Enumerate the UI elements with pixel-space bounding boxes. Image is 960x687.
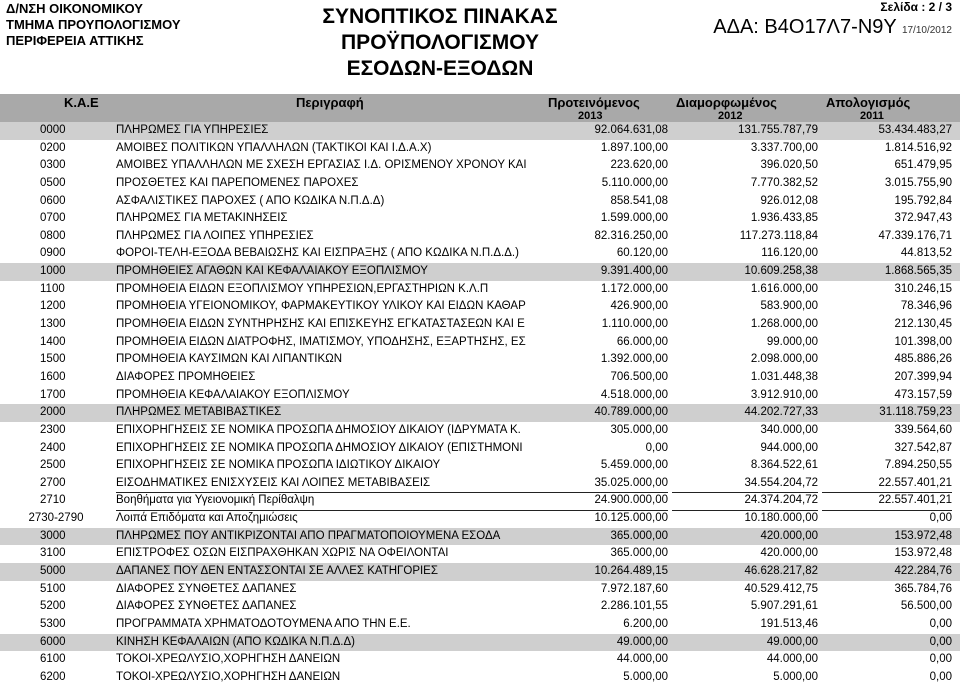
row-formed-2012: 5.907.291,61 <box>750 600 818 613</box>
row-code: 2300 <box>40 423 66 436</box>
table-row <box>0 210 960 228</box>
table-row <box>0 510 960 528</box>
table-row <box>0 193 960 211</box>
row-description: ΕΠΙΣΤΡΟΦΕΣ ΟΣΩΝ ΕΙΣΠΡΑΧΘΗΚΑΝ ΧΩΡΙΣ ΝΑ ΟΦΕΙΛΟΝΤΑΙ <box>116 547 449 560</box>
row-description: ΤΟΚΟΙ-ΧΡΕΩΛΥΣΙΟ,ΧΟΡΗΓΗΣΗ ΔΑΝΕΙΩΝ <box>116 653 341 666</box>
row-description: ΠΡΟΜΗΘΕΙΑ ΕΙΔΩΝ ΣΥΝΤΗΡΗΣΗΣ ΚΑΙ ΕΠΙΣΚΕΥΗΣ ΕΓΚΑΤΑΣΤΑΣΕΩΝ ΚΑΙ Ε <box>116 318 525 331</box>
row-description: ΠΛΗΡΩΜΕΣ ΜΕΤΑΒΙΒΑΣΤΙΚΕΣ <box>116 406 282 419</box>
row-code: 2730-2790 <box>28 512 84 525</box>
row-code: 1200 <box>40 300 66 313</box>
row-description: ΠΡΟΣΘΕΤΕΣ ΚΑΙ ΠΑΡΕΠΟΜΕΝΕΣ ΠΑΡΟΧΕΣ <box>116 176 359 189</box>
table-row <box>0 369 960 387</box>
row-formed-2012: 99.000,00 <box>766 335 818 348</box>
organization-header <box>6 1 181 49</box>
row-code: 5100 <box>40 582 66 595</box>
row-actual-2011: 7.894.250,55 <box>884 459 952 472</box>
row-formed-2012: 420.000,00 <box>760 547 818 560</box>
row-description: ΕΠΙΧΟΡΗΓΗΣΕΙΣ ΣΕ ΝΟΜΙΚΑ ΠΡΟΣΩΠΑ ΙΔΙΩΤΙΚΟΥ ΔΙΚΑΙΟΥ <box>116 459 441 472</box>
row-proposed-2013: 223.620,00 <box>610 159 668 172</box>
row-proposed-2013: 10.125.000,00 <box>520 510 668 529</box>
row-formed-2012: 10.180.000,00 <box>672 510 818 529</box>
row-code: 3100 <box>40 547 66 560</box>
table-row <box>0 651 960 669</box>
row-proposed-2013: 82.316.250,00 <box>594 229 668 242</box>
row-description: ΦΟΡΟΙ-ΤΕΛΗ-ΕΞΟΔΑ ΒΕΒΑΙΩΣΗΣ ΚΑΙ ΕΙΣΠΡΑΞΗΣ ( ΑΠΟ ΚΩΔΙΚΑ Ν.Π.Δ.Δ.) <box>116 247 519 260</box>
row-description: ΚΙΝΗΣΗ ΚΕΦΑΛΑΙΩΝ (ΑΠΟ ΚΩΔΙΚΑ Ν.Π.Δ.Δ) <box>116 635 355 648</box>
col-actual-header: Απολογισμός <box>826 95 911 110</box>
table-row <box>0 351 960 369</box>
row-actual-2011: 207.399,94 <box>894 370 952 383</box>
row-code: 0200 <box>40 141 66 154</box>
row-description: ΕΙΣΟΔΗΜΑΤΙΚΕΣ ΕΝΙΣΧΥΣΕΙΣ ΚΑΙ ΛΟΙΠΕΣ ΜΕΤΑΒΙΒΑΣΕΙΣ <box>116 475 530 494</box>
row-actual-2011: 651.479,95 <box>894 159 952 172</box>
row-description: ΠΡΟΜΗΘΕΙΑ ΚΑΥΣΙΜΩΝ ΚΑΙ ΛΙΠΑΝΤΙΚΩΝ <box>116 353 343 366</box>
row-actual-2011: 3.015.755,90 <box>884 176 952 189</box>
row-actual-2011: 1.814.516,92 <box>884 141 952 154</box>
table-row <box>0 545 960 563</box>
table-row <box>0 298 960 316</box>
row-actual-2011: 1.868.565,35 <box>884 265 952 278</box>
row-proposed-2013: 7.972.187,60 <box>600 582 668 595</box>
table-row <box>0 669 960 687</box>
row-description: ΔΑΠΑΝΕΣ ΠΟΥ ΔΕΝ ΕΝΤΑΣΣΟΝΤΑΙ ΣΕ ΑΛΛΕΣ ΚΑΤΗΓΟΡΙΕΣ <box>116 565 438 578</box>
row-actual-2011: 101.398,00 <box>894 335 952 348</box>
row-formed-2012: 7.770.382,52 <box>750 176 818 189</box>
table-row <box>0 281 960 299</box>
budget-table-body <box>0 122 960 687</box>
row-proposed-2013: 305.000,00 <box>610 423 668 436</box>
row-formed-2012: 1.616.000,00 <box>750 282 818 295</box>
table-row <box>0 334 960 352</box>
row-description: ΠΛΗΡΩΜΕΣ ΓΙΑ ΥΠΗΡΕΣΙΕΣ <box>116 124 269 136</box>
row-actual-2011: 22.557.401,21 <box>822 475 952 494</box>
table-row <box>0 528 960 546</box>
row-code: 0600 <box>40 194 66 207</box>
title-line-1: ΣΥΝΟΠΤΙΚΟΣ ΠΙΝΑΚΑΣ ΠΡΟΫΠΟΛΟΓΙΣΜΟΥ <box>322 5 558 54</box>
row-proposed-2013: 44.000,00 <box>616 653 668 666</box>
table-row <box>0 634 960 652</box>
row-proposed-2013: 40.789.000,00 <box>594 406 668 419</box>
row-formed-2012: 583.900,00 <box>760 300 818 313</box>
row-code: 5000 <box>40 565 66 578</box>
row-code: 1600 <box>40 370 66 383</box>
row-code: 3000 <box>40 529 66 542</box>
row-proposed-2013: 0,00 <box>645 441 668 454</box>
row-proposed-2013: 5.459.000,00 <box>600 459 668 472</box>
row-actual-2011: 31.118.759,23 <box>879 406 952 419</box>
row-proposed-2013: 1.897.100,00 <box>600 141 668 154</box>
row-proposed-2013: 66.000,00 <box>616 335 668 348</box>
table-row <box>0 175 960 193</box>
row-description: ΠΛΗΡΩΜΕΣ ΠΟΥ ΑΝΤΙΚΡΙΖΟΝΤΑΙ ΑΠΟ ΠΡΑΓΜΑΤΟΠΟΙΟΥΜΕΝΑ ΕΣΟΔΑ <box>116 529 501 542</box>
table-row <box>0 581 960 599</box>
org-line-1: Δ/ΝΣΗ ΟΙΚΟΝΟΜΙΚΟΥ <box>6 1 143 16</box>
row-proposed-2013: 6.200,00 <box>623 617 668 630</box>
row-formed-2012: 396.020,50 <box>760 159 818 172</box>
row-description: ΔΙΑΦΟΡΕΣ ΣΥΝΘΕΤΕΣ ΔΑΠΑΝΕΣ <box>116 582 297 595</box>
row-description: ΠΛΗΡΩΜΕΣ ΓΙΑ ΛΟΙΠΕΣ ΥΠΗΡΕΣΙΕΣ <box>116 229 314 242</box>
row-proposed-2013: 426.900,00 <box>610 300 668 313</box>
row-code: 1700 <box>40 388 66 401</box>
row-actual-2011: 0,00 <box>929 670 952 683</box>
row-description: ΠΡΟΜΗΘΕΙΑ ΚΕΦΑΛΑΙΑΚΟΥ ΕΞΟΠΛΙΣΜΟΥ <box>116 388 350 401</box>
row-actual-2011: 327.542,87 <box>894 441 952 454</box>
row-code: 2500 <box>40 459 66 472</box>
row-description: ΑΜΟΙΒΕΣ ΠΟΛΙΤΙΚΩΝ ΥΠΑΛΛΗΛΩΝ (ΤΑΚΤΙΚΟΙ ΚΑΙ Ι.Δ.Α.Χ) <box>116 141 432 154</box>
row-actual-2011: 47.339.176,71 <box>878 229 952 242</box>
row-code: 2400 <box>40 441 66 454</box>
row-proposed-2013: 1.110.000,00 <box>601 318 668 331</box>
row-proposed-2013: 1.392.000,00 <box>600 353 668 366</box>
col-code-header: Κ.Α.Ε <box>64 95 99 110</box>
row-formed-2012: 8.364.522,61 <box>750 459 818 472</box>
table-row <box>0 316 960 334</box>
row-proposed-2013: 5.000,00 <box>623 670 668 683</box>
table-row <box>0 140 960 158</box>
row-actual-2011: 53.434.483,27 <box>878 124 952 136</box>
col-desc-header: Περιγραφή <box>296 95 364 110</box>
row-formed-2012: 1.268.000,00 <box>750 318 818 331</box>
row-proposed-2013: 92.064.631,08 <box>594 124 668 136</box>
table-row <box>0 245 960 263</box>
row-code: 0300 <box>40 159 66 172</box>
row-actual-2011: 365.784,76 <box>894 582 952 595</box>
org-line-2: ΤΜΗΜΑ ΠΡΟΥΠΟΛΟΓΙΣΜΟΥ <box>6 17 181 32</box>
table-row <box>0 598 960 616</box>
table-row <box>0 440 960 458</box>
row-actual-2011: 0,00 <box>822 510 952 529</box>
row-description: ΠΡΟΓΡΑΜΜΑΤΑ ΧΡΗΜΑΤΟΔΟΤΟΥΜΕΝΑ ΑΠΟ ΤΗΝ Ε.Ε. <box>116 617 411 630</box>
row-formed-2012: 44.000,00 <box>766 653 818 666</box>
row-actual-2011: 0,00 <box>929 617 952 630</box>
col-proposed-header: Προτεινόμενος <box>548 95 640 110</box>
row-actual-2011: 0,00 <box>929 635 952 648</box>
row-description: ΠΡΟΜΗΘΕΙΕΣ ΑΓΑΘΩΝ ΚΑΙ ΚΕΦΑΛΑΙΑΚΟΥ ΕΞΟΠΛΙΣΜΟΥ <box>116 265 428 278</box>
column-header <box>0 94 960 122</box>
row-actual-2011: 422.284,76 <box>894 565 952 578</box>
row-code: 1000 <box>40 265 66 278</box>
row-proposed-2013: 706.500,00 <box>610 370 668 383</box>
row-proposed-2013: 35.025.000,00 <box>520 475 668 494</box>
row-code: 0900 <box>40 247 66 260</box>
row-proposed-2013: 9.391.400,00 <box>600 265 668 278</box>
table-row <box>0 404 960 422</box>
row-code: 5200 <box>40 600 66 613</box>
row-code: 0800 <box>40 229 66 242</box>
page-info <box>713 0 952 44</box>
row-code: 6000 <box>40 635 66 648</box>
row-actual-2011: 212.130,45 <box>894 318 952 331</box>
row-actual-2011: 56.500,00 <box>900 600 952 613</box>
row-actual-2011: 195.792,84 <box>894 194 952 207</box>
row-proposed-2013: 49.000,00 <box>616 635 668 648</box>
table-row <box>0 492 960 510</box>
row-actual-2011: 473.157,59 <box>894 388 952 401</box>
row-proposed-2013: 858.541,08 <box>610 194 668 207</box>
row-formed-2012: 10.609.258,38 <box>744 265 818 278</box>
row-formed-2012: 117.273.118,84 <box>739 229 818 242</box>
table-row <box>0 563 960 581</box>
row-code: 5300 <box>40 617 66 630</box>
row-proposed-2013: 60.120,00 <box>616 247 668 260</box>
row-description: ΤΟΚΟΙ-ΧΡΕΩΛΥΣΙΟ,ΧΟΡΗΓΗΣΗ ΔΑΝΕΙΩΝ <box>116 670 341 683</box>
row-formed-2012: 340.000,00 <box>760 423 818 436</box>
table-row <box>0 387 960 405</box>
row-actual-2011: 153.972,48 <box>894 529 952 542</box>
row-actual-2011: 372.947,43 <box>894 212 952 225</box>
row-proposed-2013: 2.286.101,55 <box>600 600 668 613</box>
row-code: 0500 <box>40 176 66 189</box>
row-formed-2012: 420.000,00 <box>760 529 818 542</box>
row-formed-2012: 926.012,08 <box>760 194 818 207</box>
row-code: 1500 <box>40 353 66 366</box>
row-formed-2012: 131.755.787,79 <box>738 124 818 136</box>
row-proposed-2013: 10.264.489,15 <box>594 565 668 578</box>
row-formed-2012: 5.000,00 <box>773 670 818 683</box>
row-description: ΕΠΙΧΟΡΗΓΗΣΕΙΣ ΣΕ ΝΟΜΙΚΑ ΠΡΟΣΩΠΑ ΔΗΜΟΣΙΟΥ ΔΙΚΑΙΟΥ (ΙΔΡΥΜΑΤΑ Κ. <box>116 423 521 436</box>
table-row <box>0 422 960 440</box>
row-formed-2012: 944.000,00 <box>760 441 818 454</box>
row-proposed-2013: 365.000,00 <box>610 529 668 542</box>
row-description: ΔΙΑΦΟΡΕΣ ΣΥΝΘΕΤΕΣ ΔΑΠΑΝΕΣ <box>116 600 297 613</box>
row-formed-2012: 34.554.204,72 <box>672 475 818 494</box>
row-code: 0700 <box>40 212 66 225</box>
row-description: ΑΣΦΑΛΙΣΤΙΚΕΣ ΠΑΡΟΧΕΣ ( ΑΠΟ ΚΩΔΙΚΑ Ν.Π.Δ.Δ) <box>116 194 385 207</box>
row-code: 1400 <box>40 335 66 348</box>
row-description: ΑΜΟΙΒΕΣ ΥΠΑΛΛΗΛΩΝ ΜΕ ΣΧΕΣΗ ΕΡΓΑΣΙΑΣ Ι.Δ. ΟΡΙΣΜΕΝΟΥ ΧΡΟΝΟΥ ΚΑΙ <box>116 159 527 172</box>
row-description: ΠΛΗΡΩΜΕΣ ΓΙΑ ΜΕΤΑΚΙΝΗΣΕΙΣ <box>116 212 288 225</box>
org-line-3: ΠΕΡΙΦΕΡΕΙΑ ΑΤΤΙΚΗΣ <box>6 33 144 48</box>
row-formed-2012: 1.936.433,85 <box>750 212 818 225</box>
document-title <box>240 4 640 82</box>
row-description: ΔΙΑΦΟΡΕΣ ΠΡΟΜΗΘΕΙΕΣ <box>116 370 256 383</box>
col-formed-header: Διαμορφωμένος <box>676 95 777 110</box>
table-row <box>0 228 960 246</box>
row-actual-2011: 22.557.401,21 <box>822 492 952 511</box>
row-proposed-2013: 4.518.000,00 <box>600 388 668 401</box>
row-formed-2012: 40.529.412,75 <box>744 582 818 595</box>
ada-stamp: 17/10/2012 <box>901 25 952 36</box>
row-description: Βοηθήματα για Υγειονομική Περίθαλψη <box>116 492 530 511</box>
title-line-2: ΕΣΟΔΩΝ-ΕΞΟΔΩΝ <box>346 57 534 80</box>
row-code: 2000 <box>40 406 66 419</box>
row-proposed-2013: 24.900.000,00 <box>520 492 668 511</box>
row-formed-2012: 3.337.700,00 <box>750 141 818 154</box>
table-row <box>0 157 960 175</box>
row-code: 2700 <box>40 476 66 489</box>
page-number: Σελίδα : 2 / 3 <box>880 0 952 14</box>
row-proposed-2013: 5.110.000,00 <box>601 176 668 189</box>
row-proposed-2013: 365.000,00 <box>610 547 668 560</box>
row-actual-2011: 485.886,26 <box>894 353 952 366</box>
row-formed-2012: 46.628.217,82 <box>744 565 818 578</box>
row-code: 1100 <box>40 282 65 295</box>
row-formed-2012: 3.912.910,00 <box>750 388 818 401</box>
row-proposed-2013: 1.599.000,00 <box>600 212 668 225</box>
row-description: ΠΡΟΜΗΘΕΙΑ ΕΙΔΩΝ ΕΞΟΠΛΙΣΜΟΥ ΥΠΗΡΕΣΙΩΝ,ΕΡΓΑΣΤΗΡΙΩΝ Κ.Λ.Π <box>116 282 489 295</box>
ada-text: ΑΔΑ: Β4Ο17Λ7-Ν9Υ <box>713 16 897 38</box>
row-formed-2012: 24.374.204,72 <box>672 492 818 511</box>
row-formed-2012: 2.098.000,00 <box>750 353 818 366</box>
row-code: 6100 <box>40 653 66 666</box>
row-code: 6200 <box>40 670 66 683</box>
row-code: 1300 <box>40 318 66 331</box>
row-description: ΕΠΙΧΟΡΗΓΗΣΕΙΣ ΣΕ ΝΟΜΙΚΑ ΠΡΟΣΩΠΑ ΔΗΜΟΣΙΟΥ ΔΙΚΑΙΟΥ (ΕΠΙΣΤΗΜΟΝΙ <box>116 441 523 454</box>
row-actual-2011: 78.346,96 <box>900 300 952 313</box>
col-formed-year: 2012 <box>718 110 743 122</box>
row-formed-2012: 49.000,00 <box>766 635 818 648</box>
row-formed-2012: 116.120,00 <box>761 247 818 260</box>
ada-code <box>713 14 952 44</box>
col-proposed-year: 2013 <box>578 110 603 122</box>
table-row <box>0 616 960 634</box>
row-description: ΠΡΟΜΗΘΕΙΑ ΥΓΕΙΟΝΟΜΙΚΟΥ, ΦΑΡΜΑΚΕΥΤΙΚΟΥ ΥΛΙΚΟΥ ΚΑΙ ΕΙΔΩΝ ΚΑΘΑΡ <box>116 300 526 313</box>
row-code: 2710 <box>40 494 66 507</box>
row-actual-2011: 153.972,48 <box>894 547 952 560</box>
col-actual-year: 2011 <box>860 110 884 122</box>
row-formed-2012: 191.513,46 <box>760 617 818 630</box>
row-formed-2012: 1.031.448,38 <box>750 370 818 383</box>
table-row <box>0 457 960 475</box>
table-row <box>0 122 960 140</box>
row-description: ΠΡΟΜΗΘΕΙΑ ΕΙΔΩΝ ΔΙΑΤΡΟΦΗΣ, ΙΜΑΤΙΣΜΟΥ, ΥΠΟΔΗΣΗΣ, ΕΞΑΡΤΗΣΗΣ, ΕΣ <box>116 335 526 348</box>
row-actual-2011: 0,00 <box>929 653 952 666</box>
table-row <box>0 263 960 281</box>
row-actual-2011: 339.564,60 <box>894 423 952 436</box>
row-code: 0000 <box>40 124 66 136</box>
row-actual-2011: 44.813,52 <box>900 247 952 260</box>
row-formed-2012: 44.202.727,33 <box>744 406 818 419</box>
row-proposed-2013: 1.172.000,00 <box>600 282 668 295</box>
table-row <box>0 475 960 493</box>
row-actual-2011: 310.246,15 <box>894 282 952 295</box>
row-description: Λοιπά Επιδόματα και Αποζημιώσεις <box>116 510 530 529</box>
